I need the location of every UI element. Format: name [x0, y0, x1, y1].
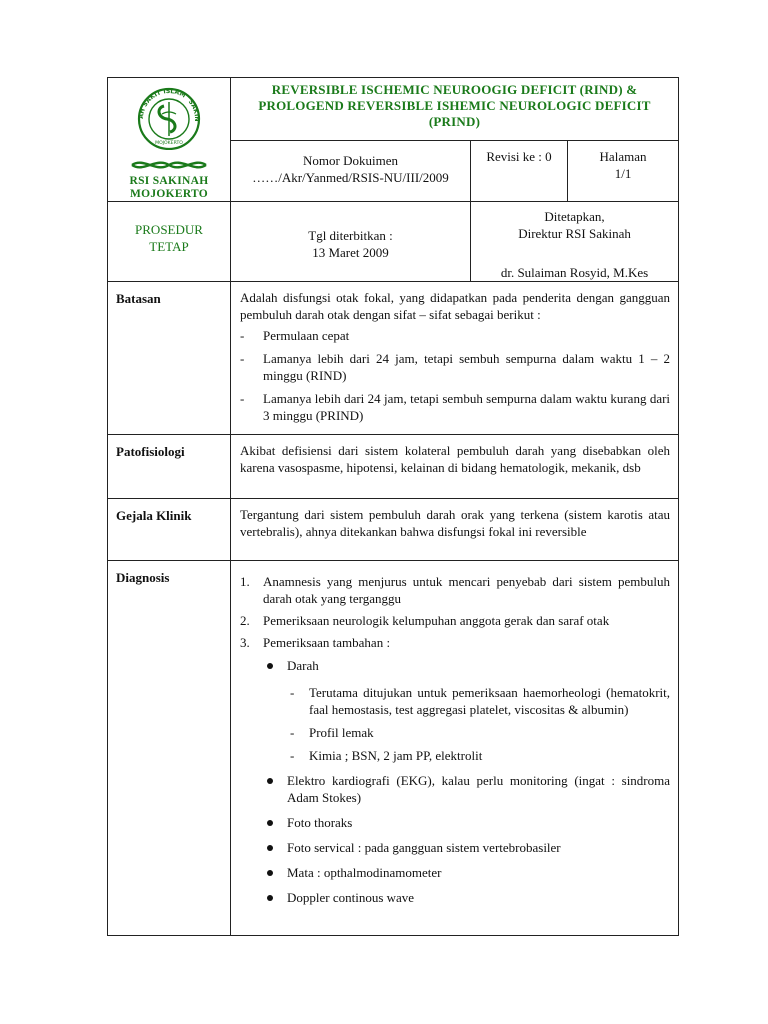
- bullet-text: Foto thoraks: [287, 815, 353, 830]
- list-text: Anamnesis yang menjurus untuk mencari penyebab dari sistem pembuluh darah otak yang terganggu: [263, 574, 671, 606]
- hospital-name-line1: RSI SAKINAH: [129, 175, 209, 187]
- list-text: Pemeriksaan neurologik kelumpuhan anggota gerak dan saraf otak: [263, 613, 610, 628]
- list-item: [240, 573, 670, 607]
- patofisiologi-text: Akibat defisiensi dari sistem kolateral pembuluh darah yang disebabkan oleh karena vasospasme, hipotensi, kelainan di bidang hematologik, mekanik, dsb: [240, 443, 671, 475]
- diagnosis-list: [240, 573, 670, 906]
- approval-label: Ditetapkan,: [544, 209, 605, 224]
- director-title: Direktur RSI Sakinah: [518, 226, 631, 241]
- section-content-gejala: [231, 499, 679, 561]
- bullet-icon: [267, 845, 273, 851]
- bullet-item: [263, 772, 670, 806]
- gejala-text: Tergantung dari sistem pembuluh darah orak yang terkena (sistem karotis atau vertebralis), ahnya ditekankan bahwa disfungsi fokal ini reversible: [240, 507, 671, 539]
- list-number: 2.: [240, 613, 250, 628]
- bullet-item: [263, 839, 670, 856]
- document-number-label: Nomor Dokuimen: [303, 152, 398, 168]
- bullet-text: Elektro kardiografi (EKG), kalau perlu monitoring (ingat : sindroma Adam Stokes): [287, 773, 671, 805]
- batasan-intro: Adalah disfungsi otak fokal, yang didapatkan pada penderita dengan gangguan pembuluh darah otak dengan sifat – sifat sebagai berikut :: [240, 290, 671, 322]
- issue-date-cell: [231, 202, 471, 282]
- issue-date-label: Tgl diterbitkan :: [308, 228, 393, 243]
- signer-name: dr. Sulaiman Rosyid, M.Kes: [500, 265, 649, 280]
- logo-ribbon-icon: [130, 159, 208, 171]
- darah-sub-list: [287, 684, 670, 764]
- sub-list-item: - Kimia ; BSN, 2 jam PP, elektrolit: [287, 747, 670, 764]
- bullet-item: [263, 864, 670, 881]
- document-number-value: ……/Akr/Yanmed/RSIS-NU/III/2009: [252, 169, 449, 185]
- revision-cell: [471, 140, 568, 201]
- section-label-batasan: Batasan: [108, 282, 231, 435]
- list-item: - Lamanya lebih dari 24 jam, tetapi sembuh sempurna dalam waktu kurang dari 3 minggu (PRIND): [240, 390, 670, 424]
- procedure-type-cell: [108, 202, 231, 282]
- section-label-diagnosis: Diagnosis: [108, 561, 231, 936]
- logo-bottom-text: MOJOKERTO: [155, 141, 183, 146]
- bullet-text: Foto servical : pada gangguan sistem vertebrobasiler: [287, 840, 561, 855]
- procedure-type-line2: TETAP: [149, 239, 189, 254]
- revision-value: Revisi ke : 0: [486, 148, 552, 164]
- list-item: [240, 612, 670, 629]
- bullet-text: Mata : opthalmodinamometer: [287, 865, 442, 880]
- bullet-icon: [267, 663, 273, 669]
- logo-cell: [108, 78, 231, 202]
- page-cell: [568, 140, 679, 201]
- bullet-item: [263, 657, 670, 764]
- procedure-type-line1: PROSEDUR: [135, 222, 203, 237]
- logo-ring-text: AH SAKIT ISLAM "SAKIN: [137, 87, 201, 122]
- sop-table: [107, 77, 679, 936]
- document-title: REVERSIBLE ISCHEMIC NEUROOGIG DEFICIT (RIND) & PROLOGEND REVERSIBLE ISHEMIC NEUROLOGIC DEFICIT (PRIND): [231, 78, 679, 141]
- svg-text:RUMAH SAKIT ISLAM "SAKINAH": [134, 86, 200, 122]
- sub-list-item: - Profil lemak: [287, 724, 670, 741]
- bullet-icon: [267, 820, 273, 826]
- bullet-item: [263, 889, 670, 906]
- section-label-gejala: Gejala Klinik: [108, 499, 231, 561]
- document-number-cell: [231, 140, 471, 201]
- bullet-icon: [267, 870, 273, 876]
- bullet-item: [263, 814, 670, 831]
- page-value: 1/1: [614, 165, 632, 181]
- section-content-diagnosis: [231, 561, 679, 936]
- issue-date-value: 13 Maret 2009: [312, 245, 389, 260]
- section-content-batasan: [231, 282, 679, 435]
- bullet-icon: [267, 778, 273, 784]
- bullet-icon: [267, 895, 273, 901]
- sop-document: [107, 77, 678, 936]
- approval-cell: [471, 202, 679, 282]
- list-item: - Lamanya lebih dari 24 jam, tetapi sembuh sempurna dalam waktu 1 – 2 minggu (RIND): [240, 350, 670, 384]
- exam-bullet-list: [263, 657, 670, 906]
- sub-list-item: - Terutama ditujukan untuk pemeriksaan haemorheologi (hematokrit, faal hemostasis, test aggregasi platelet, viscositas & albumin): [287, 684, 670, 718]
- bullet-text: Darah: [287, 658, 319, 673]
- bullet-text: Doppler continous wave: [287, 890, 415, 905]
- hospital-name-line2: MOJOKERTO: [129, 188, 209, 200]
- list-number: 1.: [240, 574, 250, 589]
- list-item: [240, 634, 670, 906]
- list-item: - Permulaan cepat: [240, 327, 670, 344]
- section-content-patofisiologi: [231, 435, 679, 499]
- list-number: 3.: [240, 635, 250, 650]
- page-label: Halaman: [599, 148, 647, 164]
- list-text: Pemeriksaan tambahan :: [263, 635, 391, 650]
- batasan-list: [240, 327, 670, 424]
- section-label-patofisiologi: Patofisiologi: [108, 435, 231, 499]
- hospital-name: [108, 175, 230, 201]
- hospital-logo-icon: [134, 86, 204, 150]
